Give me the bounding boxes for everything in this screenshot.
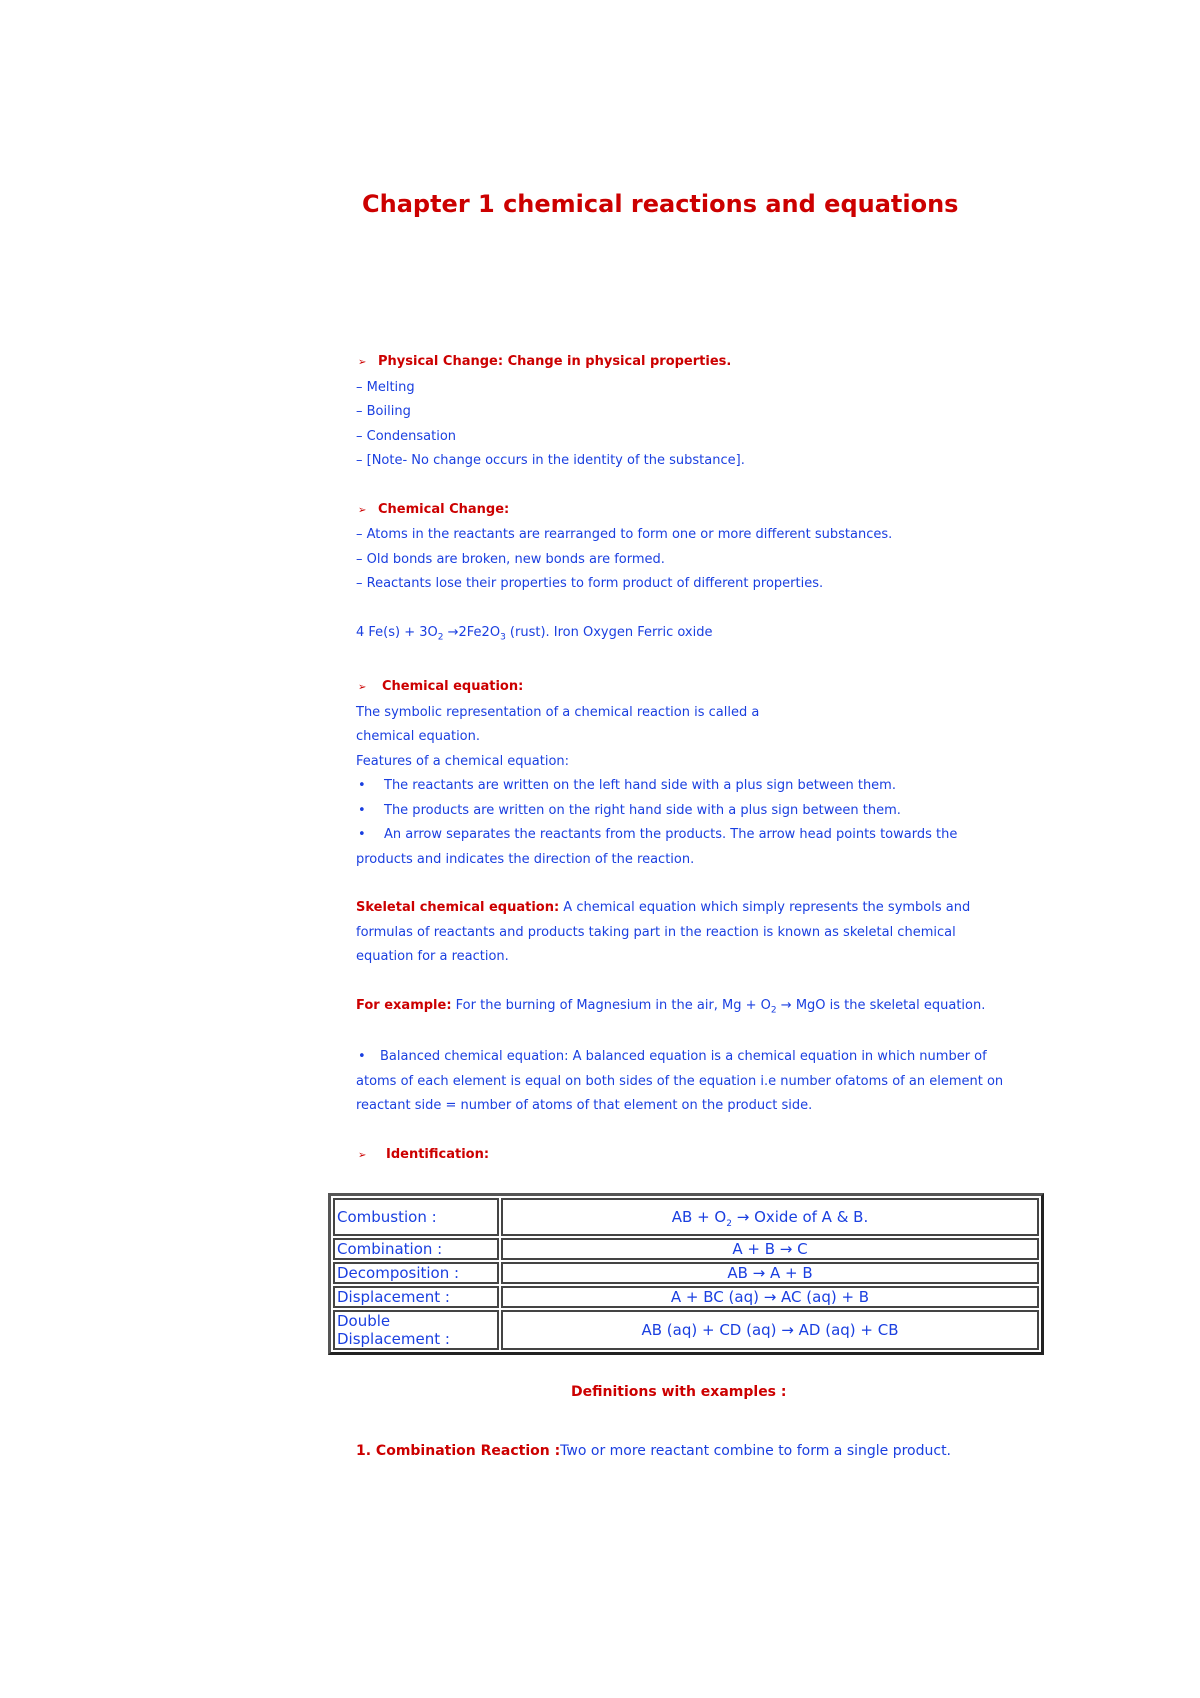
main-content (356, 350, 1056, 1168)
skeletal-line: formulas of reactants and products taking part in the reaction is known as skeletal chemical (356, 924, 956, 940)
equation-definition: chemical equation. (356, 729, 481, 744)
equation-heading-line (356, 675, 1056, 701)
identification-heading: Identification: (386, 1146, 490, 1162)
rust-equation: 4 $Fe(s) + 3O_2 \to 2Fe2O_3$ (rust). Iron Oxygen Ferric oxide (356, 624, 713, 643)
table-cell-name: Decomposition : (333, 1262, 499, 1284)
example-line: For example: For the burning of Magnesium in the air, $Mg + O_2$ → MgO is the skeletal equation. (356, 997, 986, 1016)
equation-definition: The symbolic representation of a chemical reaction is called a (356, 704, 760, 720)
list-item-continuation: products and indicates the direction of the reaction. (356, 851, 695, 867)
triangle-bullet-icon: ➢ (358, 1149, 367, 1161)
balanced-line: atoms of each element is equal on both sides of the equation i.e number ofatoms of an element on (356, 1073, 1004, 1089)
chemical-heading: Chemical Change: (378, 501, 510, 517)
definitions-heading: Definitions with examples : (571, 1384, 787, 1400)
triangle-bullet-icon: ➢ (358, 504, 367, 516)
table-cell-equation: AB (aq) + CD (aq) → AD (aq) + CB (501, 1310, 1039, 1350)
table-row (333, 1286, 1039, 1308)
skeletal-line: equation for a reaction. (356, 949, 509, 964)
table-cell-equation: AB → A + B (501, 1262, 1039, 1284)
chemical-heading-line (356, 498, 1056, 524)
list-item: • The products are written on the right hand side with a plus sign between them. (356, 799, 1056, 824)
page-title: Chapter 1 chemical reactions and equations (362, 190, 959, 218)
bullet-icon: • (358, 1049, 366, 1064)
list-item: – Reactants lose their properties to form product of different properties. (356, 576, 824, 591)
skeletal-line: Skeletal chemical equation: A chemical equation which simply represents the symbols and (356, 900, 971, 915)
triangle-bullet-icon: ➢ (358, 682, 367, 693)
physical-heading-line (356, 350, 1056, 376)
table-row (333, 1262, 1039, 1284)
table-cell-name: Double Displacement : (333, 1310, 499, 1350)
balanced-line: • Balanced chemical equation: A balanced equation is a chemical equation in which number of (356, 1045, 1056, 1070)
identification-table (328, 1193, 1044, 1355)
list-item: – Atoms in the reactants are rearranged to form one or more different substances. (356, 527, 893, 542)
table-cell-equation: AB + $O_2$ → Oxide of A & B. (501, 1198, 1039, 1236)
list-item: • An arrow separates the reactants from the products. The arrow head points towards the (356, 823, 1056, 848)
triangle-bullet-icon: ➢ (358, 357, 367, 368)
physical-heading: Physical Change: Change in physical properties. (378, 354, 732, 369)
features-label: Features of a chemical equation: (356, 753, 570, 769)
list-item: – Condensation (356, 428, 457, 444)
list-item: – Boiling (356, 404, 411, 419)
table-cell-name: Displacement : (333, 1286, 499, 1308)
table-cell-equation: A + BC (aq) → AC (aq) + B (501, 1286, 1039, 1308)
combination-label: 1. Combination Reaction : (356, 1443, 561, 1459)
bullet-icon: • (358, 827, 366, 842)
table-row (333, 1310, 1039, 1350)
balanced-line: reactant side = number of atoms of that element on the product side. (356, 1098, 813, 1113)
example-label: For example: (356, 997, 452, 1013)
combination-definition: 1. Combination Reaction :Two or more reactant combine to form a single product. (356, 1443, 952, 1459)
table-row (333, 1198, 1039, 1236)
bullet-icon: • (358, 778, 366, 793)
list-item: • The reactants are written on the left hand side with a plus sign between them. (356, 774, 1056, 799)
table-cell-name: Combustion : (333, 1198, 499, 1236)
table-row (333, 1238, 1039, 1260)
list-item: – Melting (356, 379, 415, 395)
list-item: – [Note- No change occurs in the identity of the substance]. (356, 453, 745, 468)
equation-heading: Chemical equation: (382, 679, 524, 694)
skeletal-label: Skeletal chemical equation: (356, 900, 560, 915)
bullet-icon: • (358, 802, 366, 818)
identification-heading-line (356, 1143, 1056, 1169)
list-item: – Old bonds are broken, new bonds are formed. (356, 551, 665, 567)
table-cell-equation: A + B → C (501, 1238, 1039, 1260)
table-cell-name: Combination : (333, 1238, 499, 1260)
